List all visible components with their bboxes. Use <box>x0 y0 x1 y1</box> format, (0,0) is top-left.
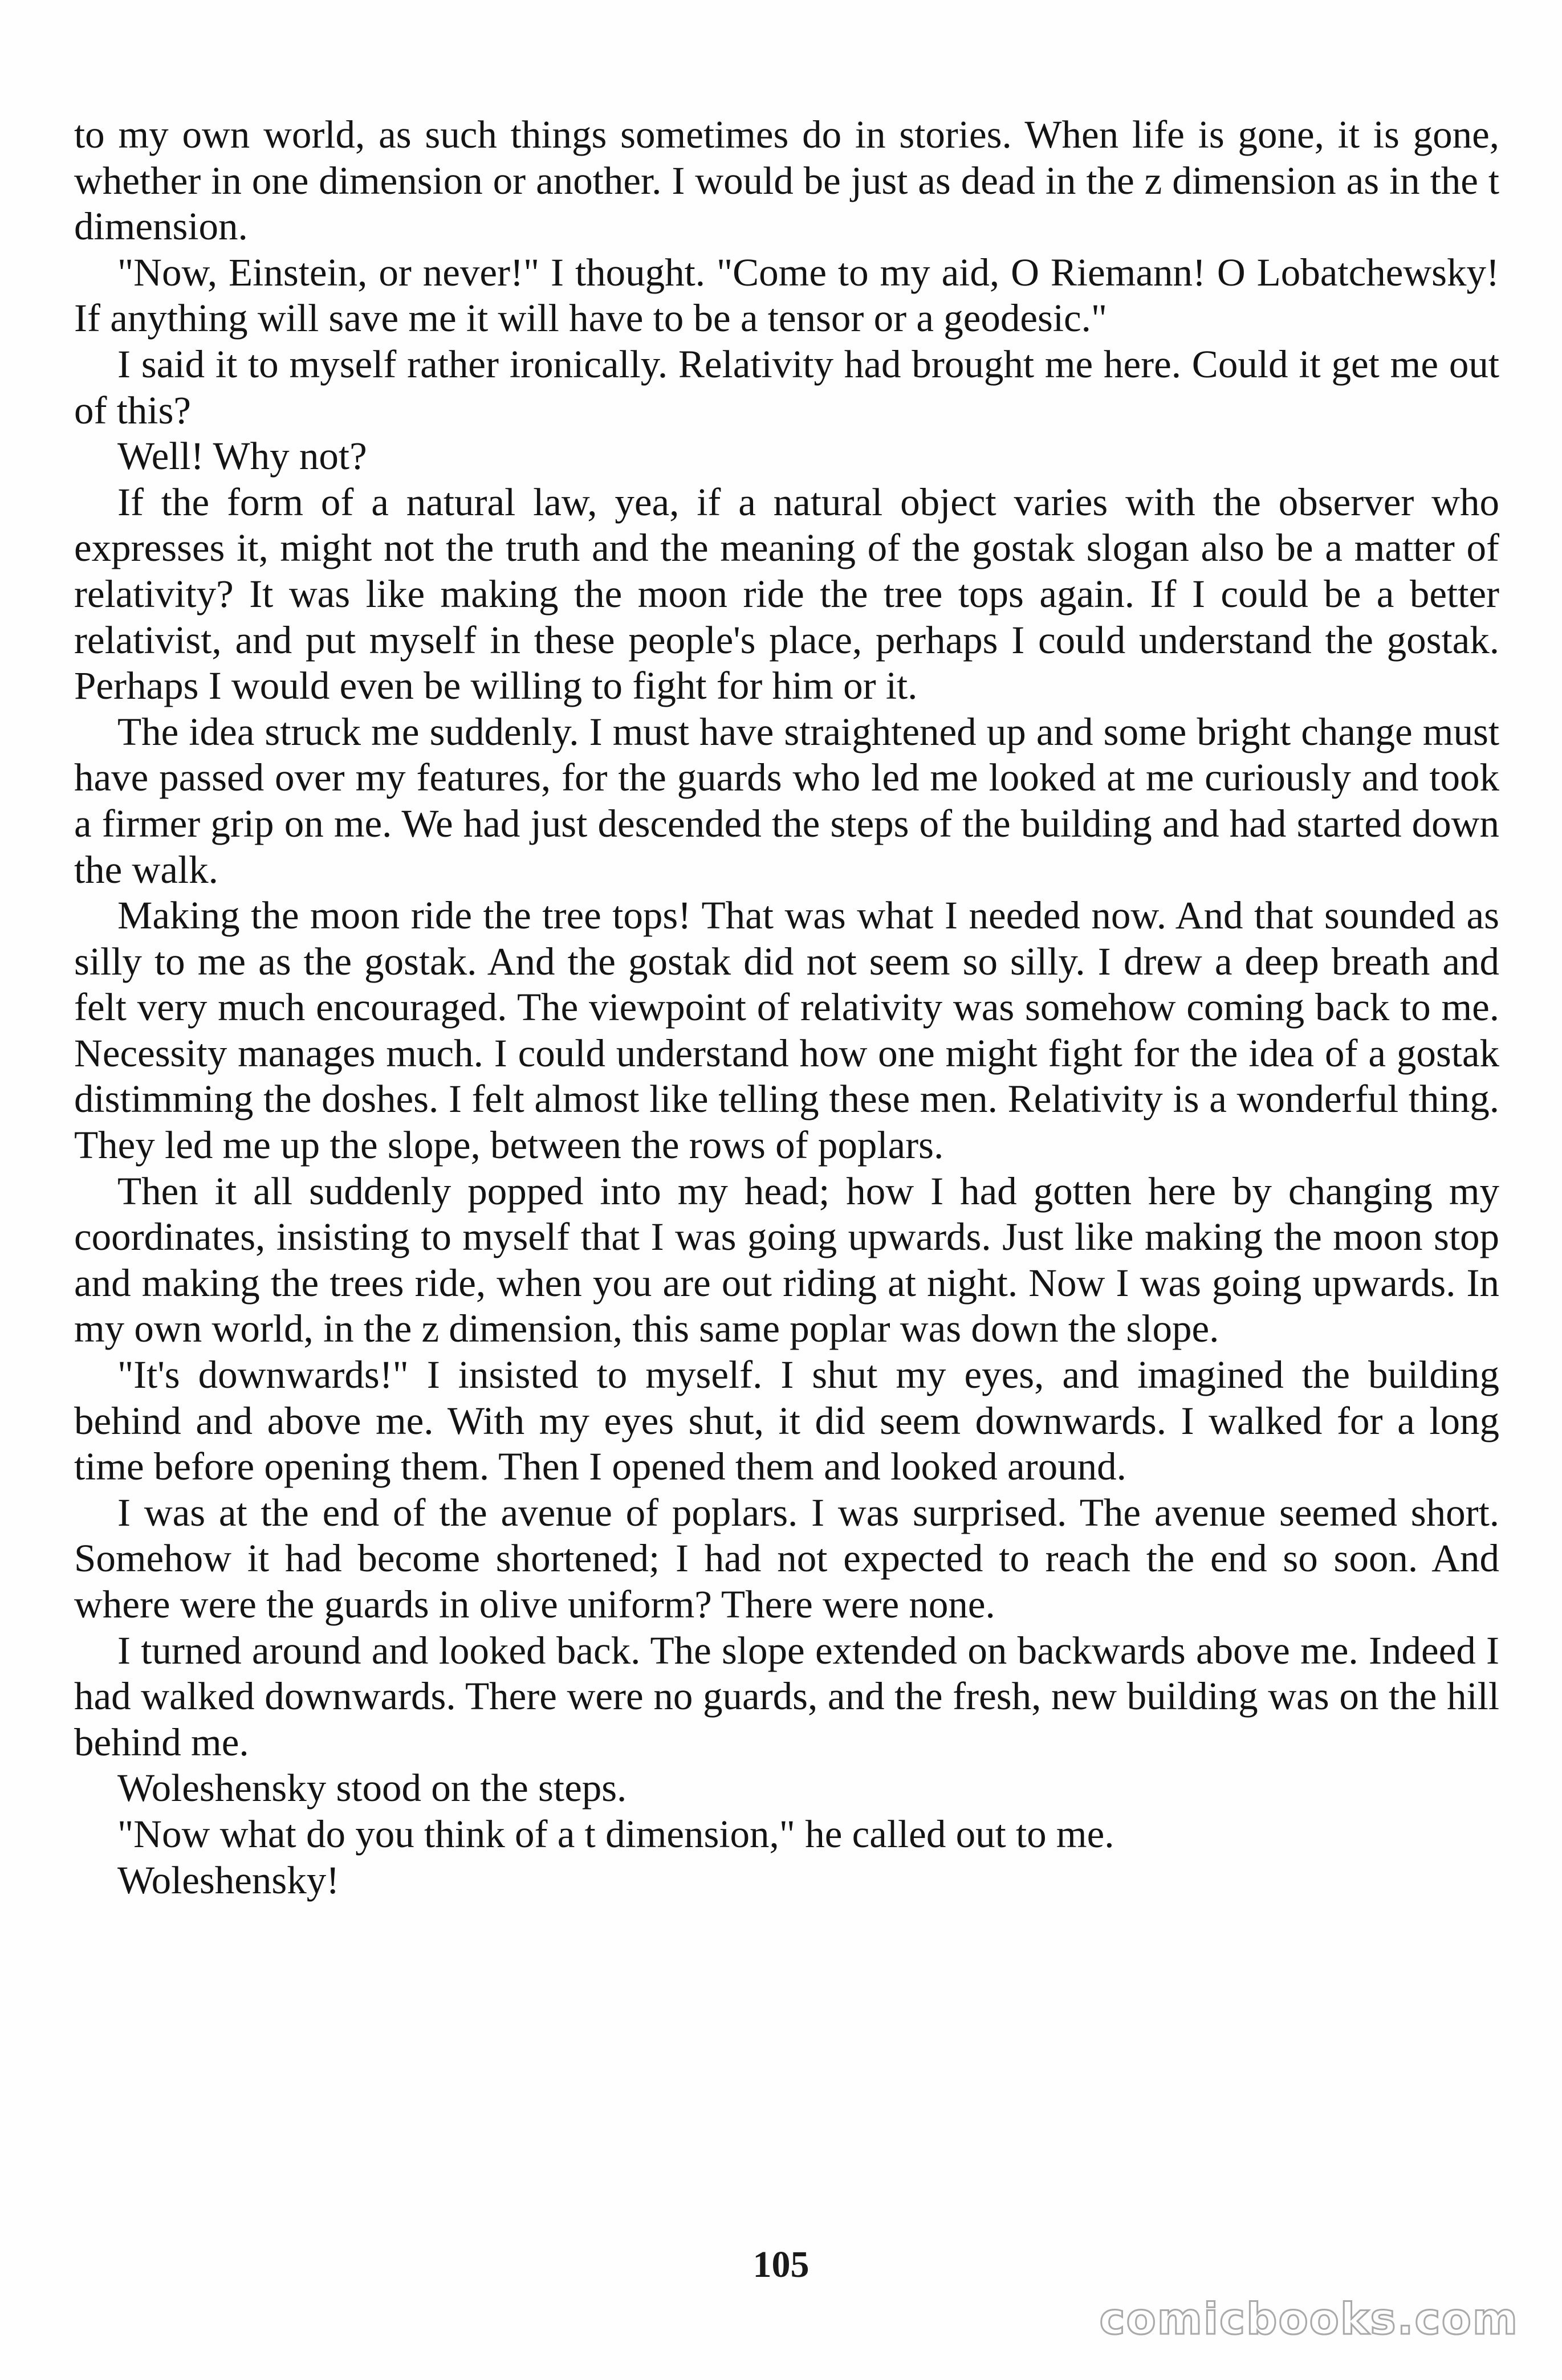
watermark-logo: comicbooks.com <box>1099 2293 1519 2344</box>
paragraph: "Now what do you think of a t dimension," he called out to me. <box>117 1812 1114 1856</box>
paragraph: Then it all suddenly popped into my head; how I had gotten here by changing my coordinates, insisting to myself that I was going upwards. Just like making the moon stop and making the trees ride, when you are out riding at night. Now I was going upwards. In my own world, in the z dimension, this same poplar was down the slope. <box>74 1169 1499 1351</box>
paragraph: I was at the end of the avenue of poplars. I was surprised. The avenue seemed short. Somehow it had become shortened; I had not expected to reach the end so soon. And where were the guards in olive uniform? There were none. <box>74 1490 1499 1626</box>
paragraph: If the form of a natural law, yea, if a natural object varies with the observer who expresses it, might not the truth and the meaning of the gostak slogan also be a matter of relativity? It was like making the moon ride the tree tops again. If I could be a better relativist, and put myself in these people's place, perhaps I could understand the gostak. Perhaps I would even be willing to fight for him or it. <box>74 480 1499 708</box>
paragraph: The idea struck me suddenly. I must have straightened up and some bright change must have passed over my features, for the guards who led me looked at me curiously and took a firmer grip on me. We had just descended the steps of the building and had started down the walk. <box>74 710 1499 891</box>
paragraph: "Now, Einstein, or never!" I thought. "Come to my aid, O Riemann! O Lobatchewsky! If anything will save me it will have to be a tensor or a geodesic." <box>74 250 1499 340</box>
page-number: 105 <box>752 2244 810 2285</box>
paragraph: to my own world, as such things sometimes do in stories. When life is gone, it is gone, whether in one dimension or another. I would be just as dead in the z dimension as in the t dimension. <box>74 113 1499 248</box>
body-text <box>74 112 1499 1903</box>
paragraph: Woleshensky stood on the steps. <box>117 1766 627 1810</box>
paragraph: Making the moon ride the tree tops! That was what I needed now. And that sounded as silly to me as the gostak. And the gostak did not seem so silly. I drew a deep breath and felt very much encouraged. The viewpoint of relativity was somehow coming back to me. Necessity manages much. I could understand how one might fight for the idea of a gostak distimming the doshes. I felt almost like telling these men. Relativity is a wonderful thing. They led me up the slope, between the rows of poplars. <box>74 894 1499 1167</box>
paragraph: I said it to myself rather ironically. Relativity had brought me here. Could it get me out of this? <box>74 342 1499 432</box>
paragraph: "It's downwards!" I insisted to myself. I shut my eyes, and imagined the building behind and above me. With my eyes shut, it did seem downwards. I walked for a long time before opening them. Then I opened them and looked around. <box>74 1353 1499 1489</box>
paragraph: I turned around and looked back. The slope extended on backwards above me. Indeed I had walked downwards. There were no guards, and the fresh, new building was on the hill behind me. <box>74 1628 1499 1764</box>
paragraph: Woleshensky! <box>117 1858 340 1902</box>
paragraph: Well! Why not? <box>117 434 367 478</box>
